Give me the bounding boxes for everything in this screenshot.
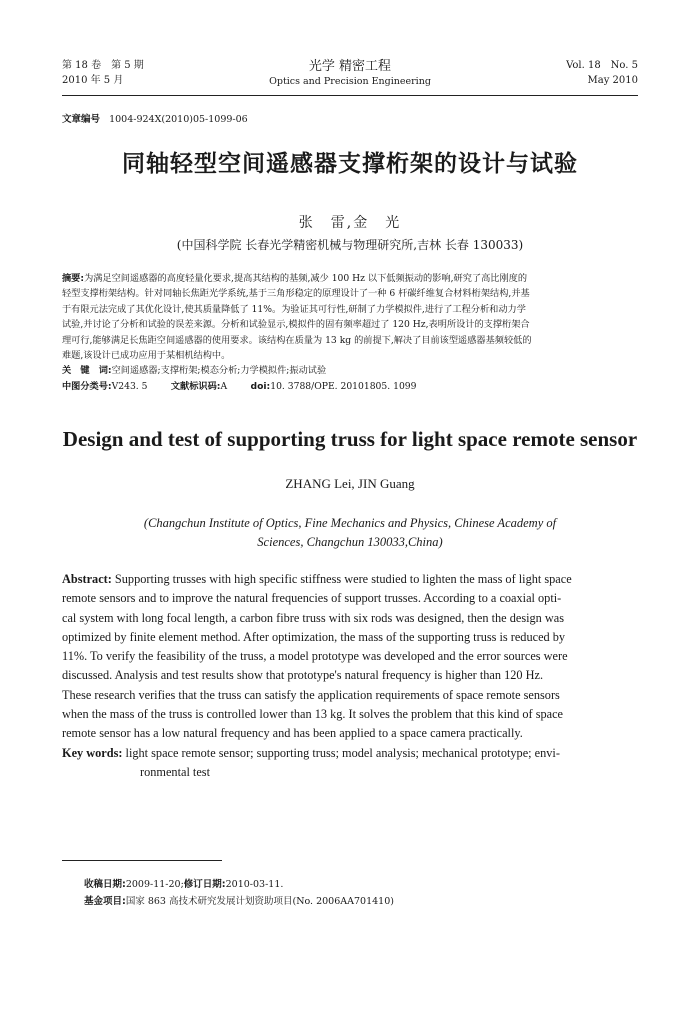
doi-value: 10. 3788/OPE. 20101805. 1099: [270, 380, 417, 392]
abstract-en-line: remote sensor has a low natural frequency and has been applied to a space camera practically.: [62, 726, 523, 741]
revised-label: 修订日期:: [183, 879, 226, 890]
fund-value: 国家 863 高技术研究发展计划资助项目(No. 2006AA701410): [125, 896, 394, 907]
footnote: [84, 876, 394, 910]
article-number-label: 文章编号: [62, 114, 101, 125]
affiliation-cn: (中国科学院 长春光学精密机械与物理研究所,吉林 长春 130033): [176, 238, 524, 252]
date-cn: 2010 年 5 月: [62, 75, 124, 86]
keywords-en-label: Key words:: [62, 745, 123, 760]
received-date: 2009-11-20;: [125, 879, 184, 890]
authors-cn: 张 雷,金 光: [298, 215, 402, 231]
keywords-en-value: light space remote sensor; supporting truss; model analysis; mechanical prototype; envi-: [122, 745, 560, 760]
journal-title-en: Optics and Precision Engineering: [269, 76, 431, 87]
abstract-en-line: optimized by finite element method. After optimization, the mass of the supporting truss is reduced by: [62, 629, 566, 644]
article-number-value: 1004-924X(2010)05-1099-06: [109, 114, 248, 125]
abstract-en-line: discussed. Analysis and test results show that prototype's natural frequency is higher than 120 Hz.: [62, 668, 544, 683]
journal-title-cn: 光学 精密工程: [308, 59, 392, 74]
keywords-en: [62, 744, 638, 763]
abstract-cn-line: 摘要:为满足空间遥感器的高度轻量化要求,提高其结构的基频,减少 100 Hz 以下低频振动的影响,研究了高比刚度的: [62, 273, 528, 284]
article-number: [62, 111, 248, 125]
abstract-en-line: cal system with long focal length, a carbon fibre truss with six rods was designed, then the design was: [62, 610, 565, 625]
title-cn: 同轴轻型空间遥感器支撑桁架的设计与试验: [122, 151, 578, 177]
header-right: [566, 58, 638, 88]
abstract-en-line: 11%. To verify the feasibility of the truss, a model prototype was developed and the error sources were: [62, 649, 568, 664]
abstract-en-line: Abstract: Supporting trusses with high specific stiffness were studied to lighten the mass of light space: [62, 572, 572, 586]
volume-issue-en: Vol. 18 No. 5: [566, 60, 638, 71]
abstract-cn-line: 理可行,能够满足长焦距空间遥感器的使用要求。该结构在质量为 13 kg 的前提下,解决了目前该型遥感器基频较低的: [62, 334, 532, 346]
classification-line: [62, 379, 638, 394]
abstract-en-line: when the mass of the truss is controlled lower than 13 kg. It solves the problem that this kind of space: [62, 707, 564, 722]
abstract-cn-line: 难题,该设计已成功应用于某相机结构中。: [62, 350, 231, 362]
fund-line: [84, 893, 394, 910]
abstract-en-label: Abstract:: [62, 572, 112, 586]
fund-label: 基金项目:: [84, 896, 126, 907]
doc-code-value: A: [220, 380, 228, 392]
abstract-en-line: These research verifies that the truss can satisfy the application requirements of space remote sensors: [62, 687, 560, 702]
affiliation-en-line2: Sciences, Changchun 130033,China): [257, 535, 443, 549]
abstract-cn-label: 摘要:: [62, 273, 85, 284]
abstract-cn-line: 于有限元法完成了其优化设计,使其质量降低了 11%。为验证其可行性,研制了力学模拟件,进行了工程分析和动力学: [62, 303, 526, 315]
date-en: May 2010: [587, 75, 638, 86]
header-left: [62, 58, 144, 88]
abstract-cn-line: 轻型支撑桁架结构。针对同轴长焦距光学系统,基于三角形稳定的原理设计了一种 6 杆碳纤维复合材料桁架结构,并基: [62, 288, 530, 300]
header-divider: [62, 95, 638, 96]
dates-line: [84, 876, 394, 893]
keywords-cn-label: 关 键 词:: [62, 365, 112, 377]
keywords-cn-value: 空间遥感器;支撑桁架;模态分析;力学模拟件;振动试验: [111, 365, 327, 377]
abstract-cn: [62, 271, 638, 394]
authors-en: ZHANG Lei, JIN Guang: [285, 476, 415, 491]
abstract-en-line: remote sensors and to improve the natural frequencies of support trusses. According to a coaxial opti-: [62, 591, 562, 606]
revised-date: 2010-03-11.: [225, 879, 284, 890]
footnote-divider: [62, 860, 222, 861]
title-en: Design and test of supporting truss for light space remote sensor: [62, 427, 638, 451]
clc-value: V243. 5: [111, 380, 148, 392]
doc-code-label: 文献标识码:: [170, 380, 221, 392]
affiliation-en-line1: (Changchun Institute of Optics, Fine Mechanics and Physics, Chinese Academy of: [143, 516, 557, 530]
doi-label: doi:: [250, 380, 271, 392]
volume-issue-cn: 第 18 卷 第 5 期: [62, 60, 144, 71]
received-label: 收稿日期:: [84, 879, 126, 890]
keywords-en-continued: ronmental test: [140, 764, 211, 779]
clc-label: 中图分类号:: [62, 380, 112, 392]
keywords-cn: [62, 363, 638, 378]
abstract-cn-line: 试验,并讨论了分析和试验的误差来源。分析和试验显示,模拟件的固有频率超过了 120 Hz,表明所设计的支撑桁架合: [62, 319, 530, 331]
abstract-en: [62, 570, 638, 782]
header-center: [230, 58, 470, 89]
affiliation-en: [62, 514, 638, 552]
